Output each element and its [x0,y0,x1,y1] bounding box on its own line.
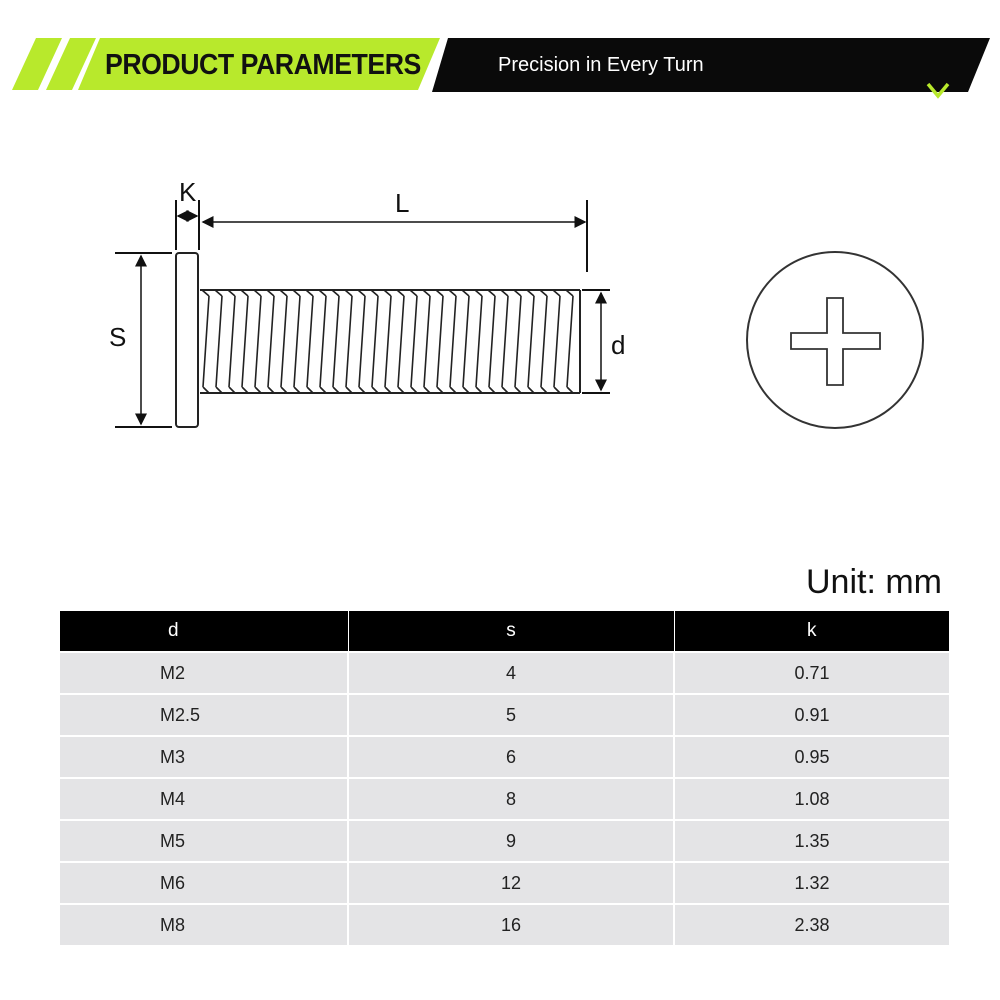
label-d: d [611,330,626,360]
cell-k: 1.32 [674,862,949,904]
table-row [60,820,949,862]
dimension-d [582,290,610,393]
cell-d: M5 [60,820,348,862]
cell-d: M6 [60,862,348,904]
cell-s: 4 [348,652,674,694]
cell-d: M4 [60,778,348,820]
unit-label: Unit: mm [806,563,942,601]
table-row [60,778,949,820]
header-s: s [348,611,674,652]
cell-k: 0.95 [674,736,949,778]
dimension-k [176,200,199,250]
cell-s: 16 [348,904,674,945]
cell-s: 9 [348,820,674,862]
label-l: L [395,188,410,218]
cell-d: M3 [60,736,348,778]
screw-diagram [0,160,1000,460]
header-banner [0,0,1000,110]
cell-k: 1.08 [674,778,949,820]
cell-d: M2.5 [60,694,348,736]
table-row [60,736,949,778]
table-row [60,652,949,694]
table-row [60,904,949,945]
table-row [60,694,949,736]
cell-k: 2.38 [674,904,949,945]
table-row [60,862,949,904]
cell-d: M2 [60,652,348,694]
phillips-head-icon [747,252,923,428]
label-k: K [179,177,197,207]
banner-tagline: Precision in Every Turn [498,54,704,76]
thread-lines [202,290,573,393]
cell-s: 6 [348,736,674,778]
cell-k: 1.35 [674,820,949,862]
cell-s: 12 [348,862,674,904]
cell-s: 8 [348,778,674,820]
header-d: d [60,611,348,652]
parameters-table [60,611,949,945]
header-k: k [674,611,949,652]
table-header-row [60,611,949,652]
cell-d: M8 [60,904,348,945]
cell-s: 5 [348,694,674,736]
label-s: S [109,322,127,352]
cell-k: 0.71 [674,652,949,694]
screw-side-view-icon [176,253,580,427]
cell-k: 0.91 [674,694,949,736]
banner-title: PRODUCT PARAMETERS [105,49,421,81]
